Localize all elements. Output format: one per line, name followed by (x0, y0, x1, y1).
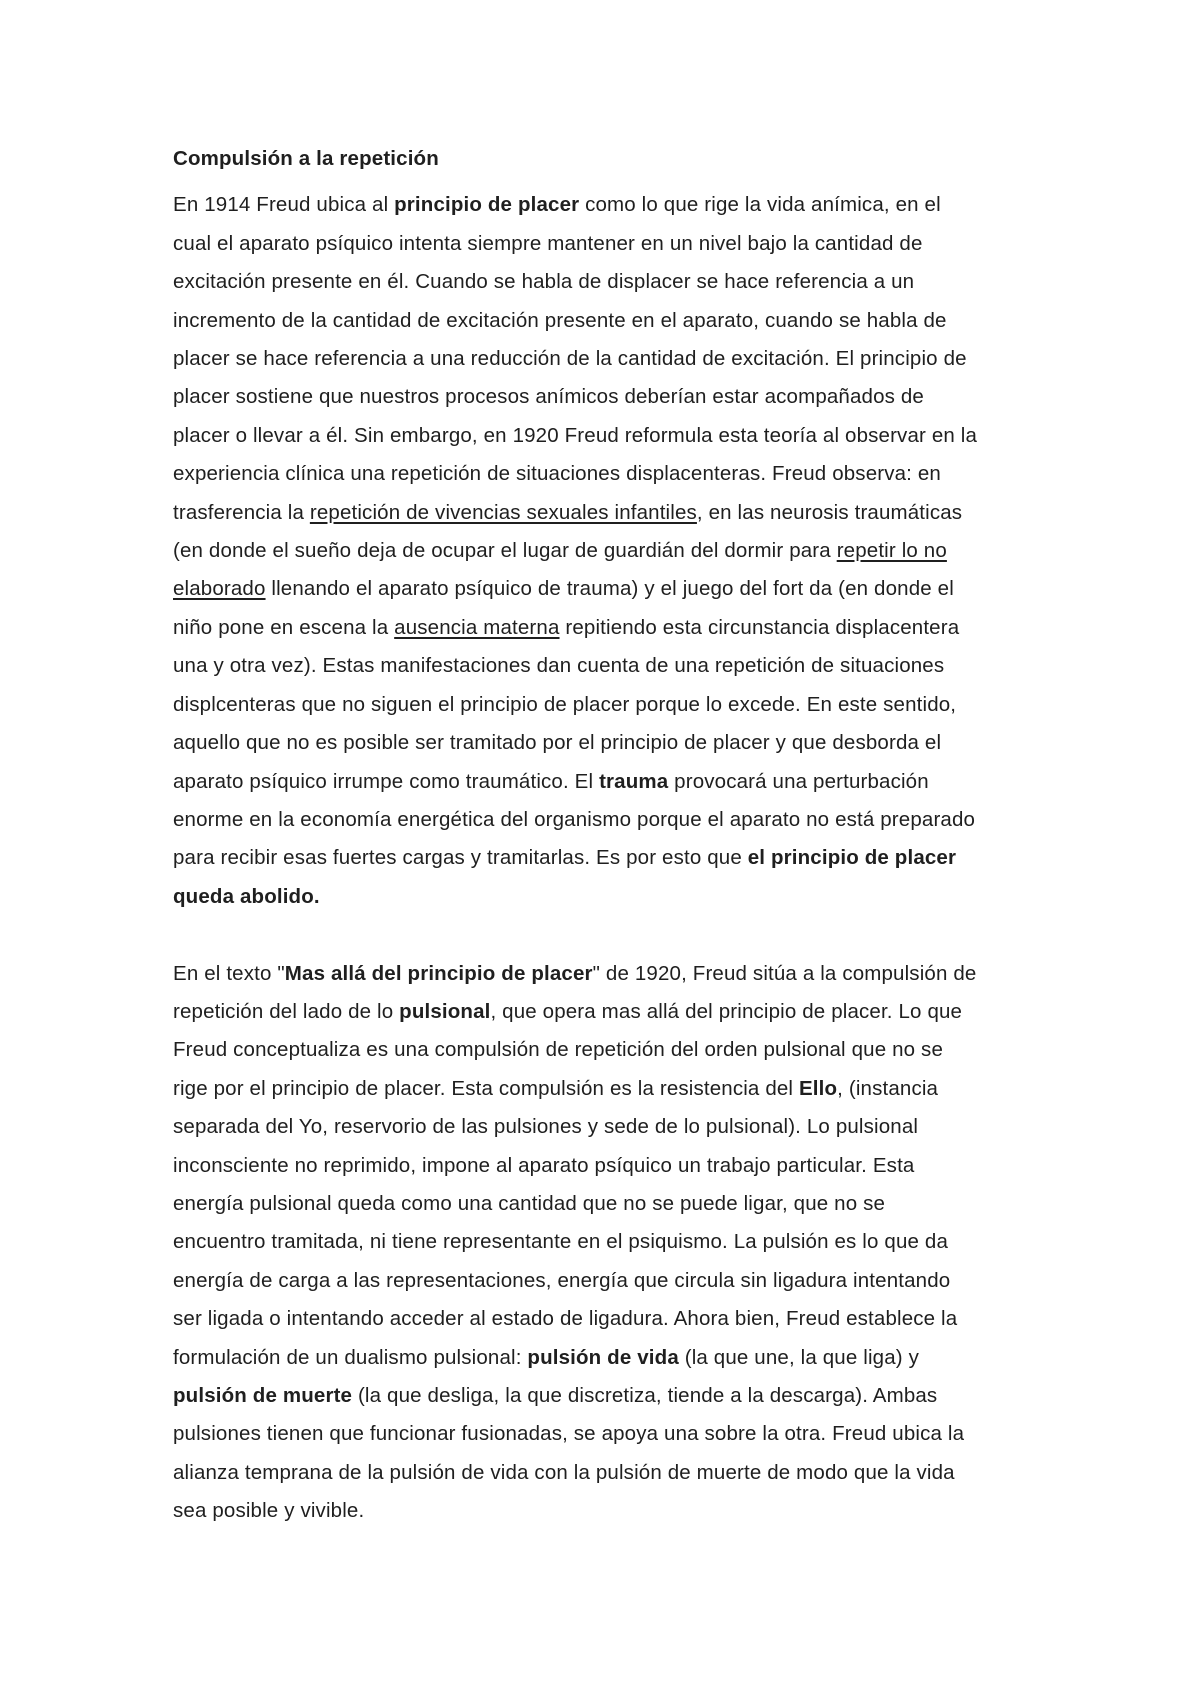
text-line (173, 955, 1043, 993)
text-run: niño pone en escena la (173, 615, 395, 639)
text-line: sea posible y vivible. (173, 1499, 365, 1523)
text-line: displcenteras que no siguen el principio de placer porque lo excede. En este sentido, (173, 692, 957, 716)
text-line (173, 186, 1043, 224)
text-line: placer sostiene que nuestros procesos anímicos deberían estar acompañados de (173, 385, 924, 409)
text-line (173, 839, 1043, 877)
text-run: , que opera mas allá del principio de placer. Lo que (490, 999, 963, 1023)
text-run: para recibir esas fuertes cargas y tramitarlas. Es por esto que (173, 846, 748, 870)
text-run: llenando el aparato psíquico de trauma) y el juego del fort da (en donde el (265, 577, 954, 601)
text-run: repetición del lado de lo (173, 999, 400, 1023)
bold-term: queda abolido. (173, 884, 320, 908)
text-line (173, 609, 1043, 647)
text-line: energía pulsional queda como una cantidad que no se puede ligar, que no se (173, 1191, 886, 1215)
text-line (173, 1339, 1043, 1377)
text-run: provocará una perturbación (668, 769, 929, 793)
text-line (173, 494, 1043, 532)
text-run: , en las neurosis traumáticas (696, 500, 963, 524)
text-run: En 1914 Freud ubica al (173, 193, 395, 217)
document-title: Compulsión a la repetición (173, 147, 439, 170)
bold-term: pulsión de vida (527, 1345, 679, 1369)
text-run: repitiendo esta circunstancia displacentera (559, 615, 960, 639)
bold-term: el principio de placer (747, 846, 957, 870)
text-line (173, 570, 1043, 608)
underlined-term: repetir lo no (836, 539, 947, 563)
text-line: cual el aparato psíquico intenta siempre mantener en un nivel bajo la cantidad de (173, 231, 923, 255)
text-run: trasferencia la (173, 500, 310, 524)
text-run: rige por el principio de placer. Esta compulsión es la resistencia del (173, 1076, 799, 1100)
bold-term: Mas allá del principio de placer (284, 961, 593, 985)
text-line: placer o llevar a él. Sin embargo, en 1920 Freud reformula esta teoría al observar en la (173, 423, 978, 447)
underlined-term: elaborado (173, 577, 266, 601)
text-run: (en donde el sueño deja de ocupar el lugar de guardián del dormir para (173, 539, 837, 563)
text-line: ser ligada o intentando acceder al estado de ligadura. Ahora bien, Freud establece la (173, 1307, 958, 1331)
text-line: enorme en la economía energética del organismo porque el aparato no está preparado (173, 807, 976, 831)
text-run: " de 1920, Freud sitúa a la compulsión de (592, 961, 977, 985)
text-line: incremento de la cantidad de excitación presente en el aparato, cuando se habla de (173, 308, 947, 332)
paragraph-1 (173, 186, 1043, 916)
text-run: como lo que rige la vida anímica, en el (579, 193, 941, 217)
text-line (173, 1070, 1043, 1108)
bold-term: trauma (599, 769, 669, 793)
text-line (173, 878, 1043, 916)
text-line: pulsiones tienen que funcionar fusionadas, se apoya una sobre la otra. Freud ubica la (173, 1422, 965, 1446)
text-line: una y otra vez). Estas manifestaciones dan cuenta de una repetición de situaciones (173, 654, 945, 678)
bold-term: Ello (798, 1076, 838, 1100)
paragraph-2 (173, 955, 1043, 1531)
text-line (173, 1377, 1043, 1415)
underlined-term: ausencia materna (394, 615, 560, 639)
bold-term: pulsión de muerte (173, 1383, 353, 1407)
text-line: inconsciente no reprimido, impone al aparato psíquico un trabajo particular. Esta (173, 1153, 915, 1177)
text-run: aparato psíquico irrumpe como traumático. El (173, 769, 600, 793)
text-line: aquello que no es posible ser tramitado por el principio de placer y que desborda el (173, 731, 942, 755)
underlined-term: repetición de vivencias sexuales infantiles (309, 500, 697, 524)
document-body (173, 140, 1043, 1531)
text-line (173, 993, 1043, 1031)
text-line: separada del Yo, reservorio de las pulsiones y sede de lo pulsional). Lo pulsional (173, 1115, 919, 1139)
text-run: formulación de un dualismo pulsional: (173, 1345, 528, 1369)
text-line: Freud conceptualiza es una compulsión de repetición del orden pulsional que no se (173, 1038, 944, 1062)
text-run: (la que desliga, la que discretiza, tiende a la descarga). Ambas (352, 1383, 938, 1407)
text-line: energía de carga a las representaciones, energía que circula sin ligadura intentando (173, 1268, 951, 1292)
text-run: , (instancia (837, 1076, 939, 1100)
text-line: encuentro tramitada, ni tiene representante en el psiquismo. La pulsión es lo que da (173, 1230, 949, 1254)
text-line: excitación presente en él. Cuando se habla de displacer se hace referencia a un (173, 270, 915, 294)
text-line: alianza temprana de la pulsión de vida con la pulsión de muerte de modo que la vida (173, 1460, 955, 1484)
text-run: (la que une, la que liga) y (678, 1345, 919, 1369)
bold-term: principio de placer (394, 193, 580, 217)
text-line (173, 763, 1043, 801)
bold-term: pulsional (399, 999, 491, 1023)
text-line: experiencia clínica una repetición de situaciones displacenteras. Freud observa: en (173, 462, 941, 486)
text-line (173, 532, 1043, 570)
text-line: placer se hace referencia a una reducción de la cantidad de excitación. El principio de (173, 347, 967, 371)
text-run: En el texto " (173, 961, 285, 985)
